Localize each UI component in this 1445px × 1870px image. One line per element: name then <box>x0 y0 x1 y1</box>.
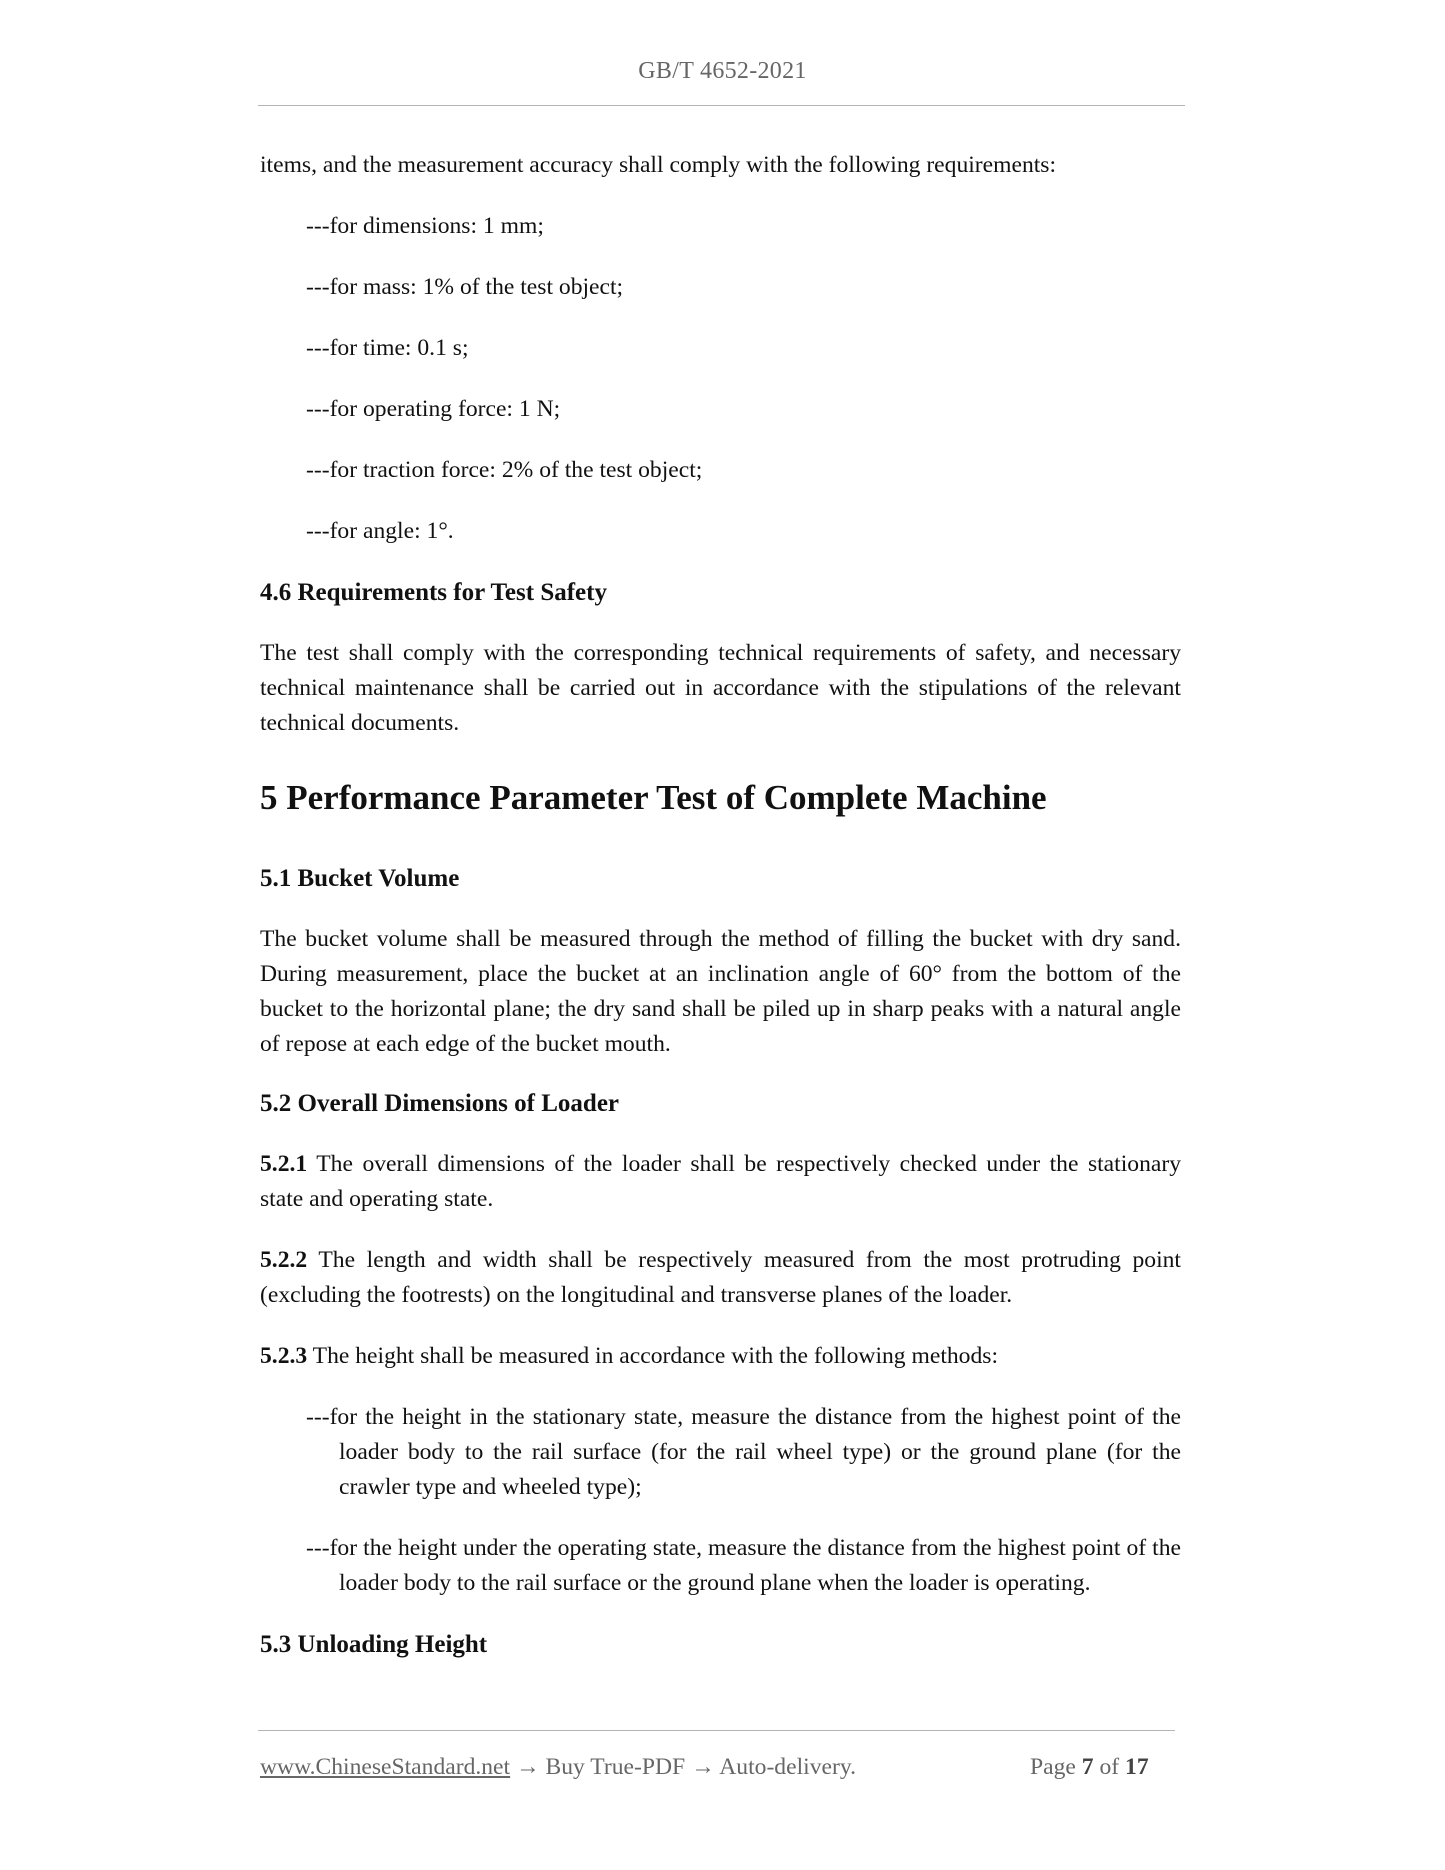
total-page-count: 17 <box>1125 1754 1149 1780</box>
auto-delivery-text: Auto-delivery. <box>719 1754 856 1780</box>
header-standard-number: GB/T 4652-2021 <box>638 58 807 84</box>
page-indicator <box>1030 1752 1149 1782</box>
arrow-right-icon: → <box>691 1754 715 1780</box>
clause-5-2-3 <box>260 1339 1181 1374</box>
heading-5: 5 Performance Parameter Test of Complete Machine <box>260 778 1047 817</box>
clause-number: 5.2.2 <box>260 1247 308 1273</box>
paragraph-4-6-text: The test shall comply with the corresponding technical requirements of safety, and necessary technical maintenance shall be carried out in accordance with the stipulations of the relevant technical documents. <box>260 640 1181 736</box>
clause-number: 5.2.3 <box>260 1343 308 1369</box>
footer-divider <box>258 1730 1175 1731</box>
heading-5-1: 5.1 Bucket Volume <box>260 865 460 892</box>
paragraph-5-1-text: The bucket volume shall be measured through the method of filling the bucket with dry sand. During measurement, place the bucket at an inclination angle of 60° from the bottom of the bucket to the horizontal plane; the dry sand shall be piled up in sharp peaks with a natural angle of repose at each edge of the bucket mouth. <box>260 926 1181 1057</box>
arrow-right-icon: → <box>516 1754 540 1780</box>
website-link[interactable]: www.ChineseStandard.net <box>260 1754 511 1780</box>
clause-text: The length and width shall be respectively measured from the most protruding point (excluding the footrests) on the longitudinal and transverse planes of the loader. <box>260 1247 1181 1308</box>
clause-text: The height shall be measured in accordance with the following methods: <box>312 1343 998 1369</box>
accuracy-item-traction-force: ---for traction force: 2% of the test object; <box>306 457 703 483</box>
height-method-stationary: ---for the height in the stationary state, measure the distance from the highest point of the loader body to the rail surface (for the rail wheel type) or the ground plane (for the crawler type and wheeled type); <box>306 1404 1181 1500</box>
paragraph-5-1 <box>260 922 1181 1062</box>
of-label: of <box>1099 1754 1120 1780</box>
heading-4-6: 4.6 Requirements for Test Safety <box>260 579 607 606</box>
header-divider <box>258 105 1185 106</box>
clause-text: The overall dimensions of the loader shall be respectively checked under the stationary state and operating state. <box>260 1151 1181 1212</box>
heading-5-2: 5.2 Overall Dimensions of Loader <box>260 1090 620 1117</box>
page-label: Page <box>1030 1754 1076 1780</box>
accuracy-item-operating-force: ---for operating force: 1 N; <box>306 396 561 422</box>
accuracy-item-time: ---for time: 0.1 s; <box>306 335 469 361</box>
accuracy-item-angle: ---for angle: 1°. <box>306 518 454 544</box>
clause-number: 5.2.1 <box>260 1151 308 1177</box>
heading-5-3: 5.3 Unloading Height <box>260 1631 488 1658</box>
footer-links <box>260 1752 856 1782</box>
clause-5-2-1 <box>260 1147 1181 1217</box>
intro-text: items, and the measurement accuracy shall comply with the following requirements: <box>260 152 1057 178</box>
current-page-number: 7 <box>1081 1754 1094 1780</box>
clause-5-2-2 <box>260 1243 1181 1313</box>
paragraph-4-6 <box>260 636 1181 741</box>
accuracy-item-mass: ---for mass: 1% of the test object; <box>306 274 624 300</box>
buy-pdf-text: Buy True-PDF <box>545 1754 686 1780</box>
accuracy-item-dimensions: ---for dimensions: 1 mm; <box>306 213 544 239</box>
height-method-operating: ---for the height under the operating state, measure the distance from the highest point of the loader body to the rail surface or the ground plane when the loader is operating. <box>306 1535 1181 1596</box>
intro-paragraph <box>260 148 1181 183</box>
